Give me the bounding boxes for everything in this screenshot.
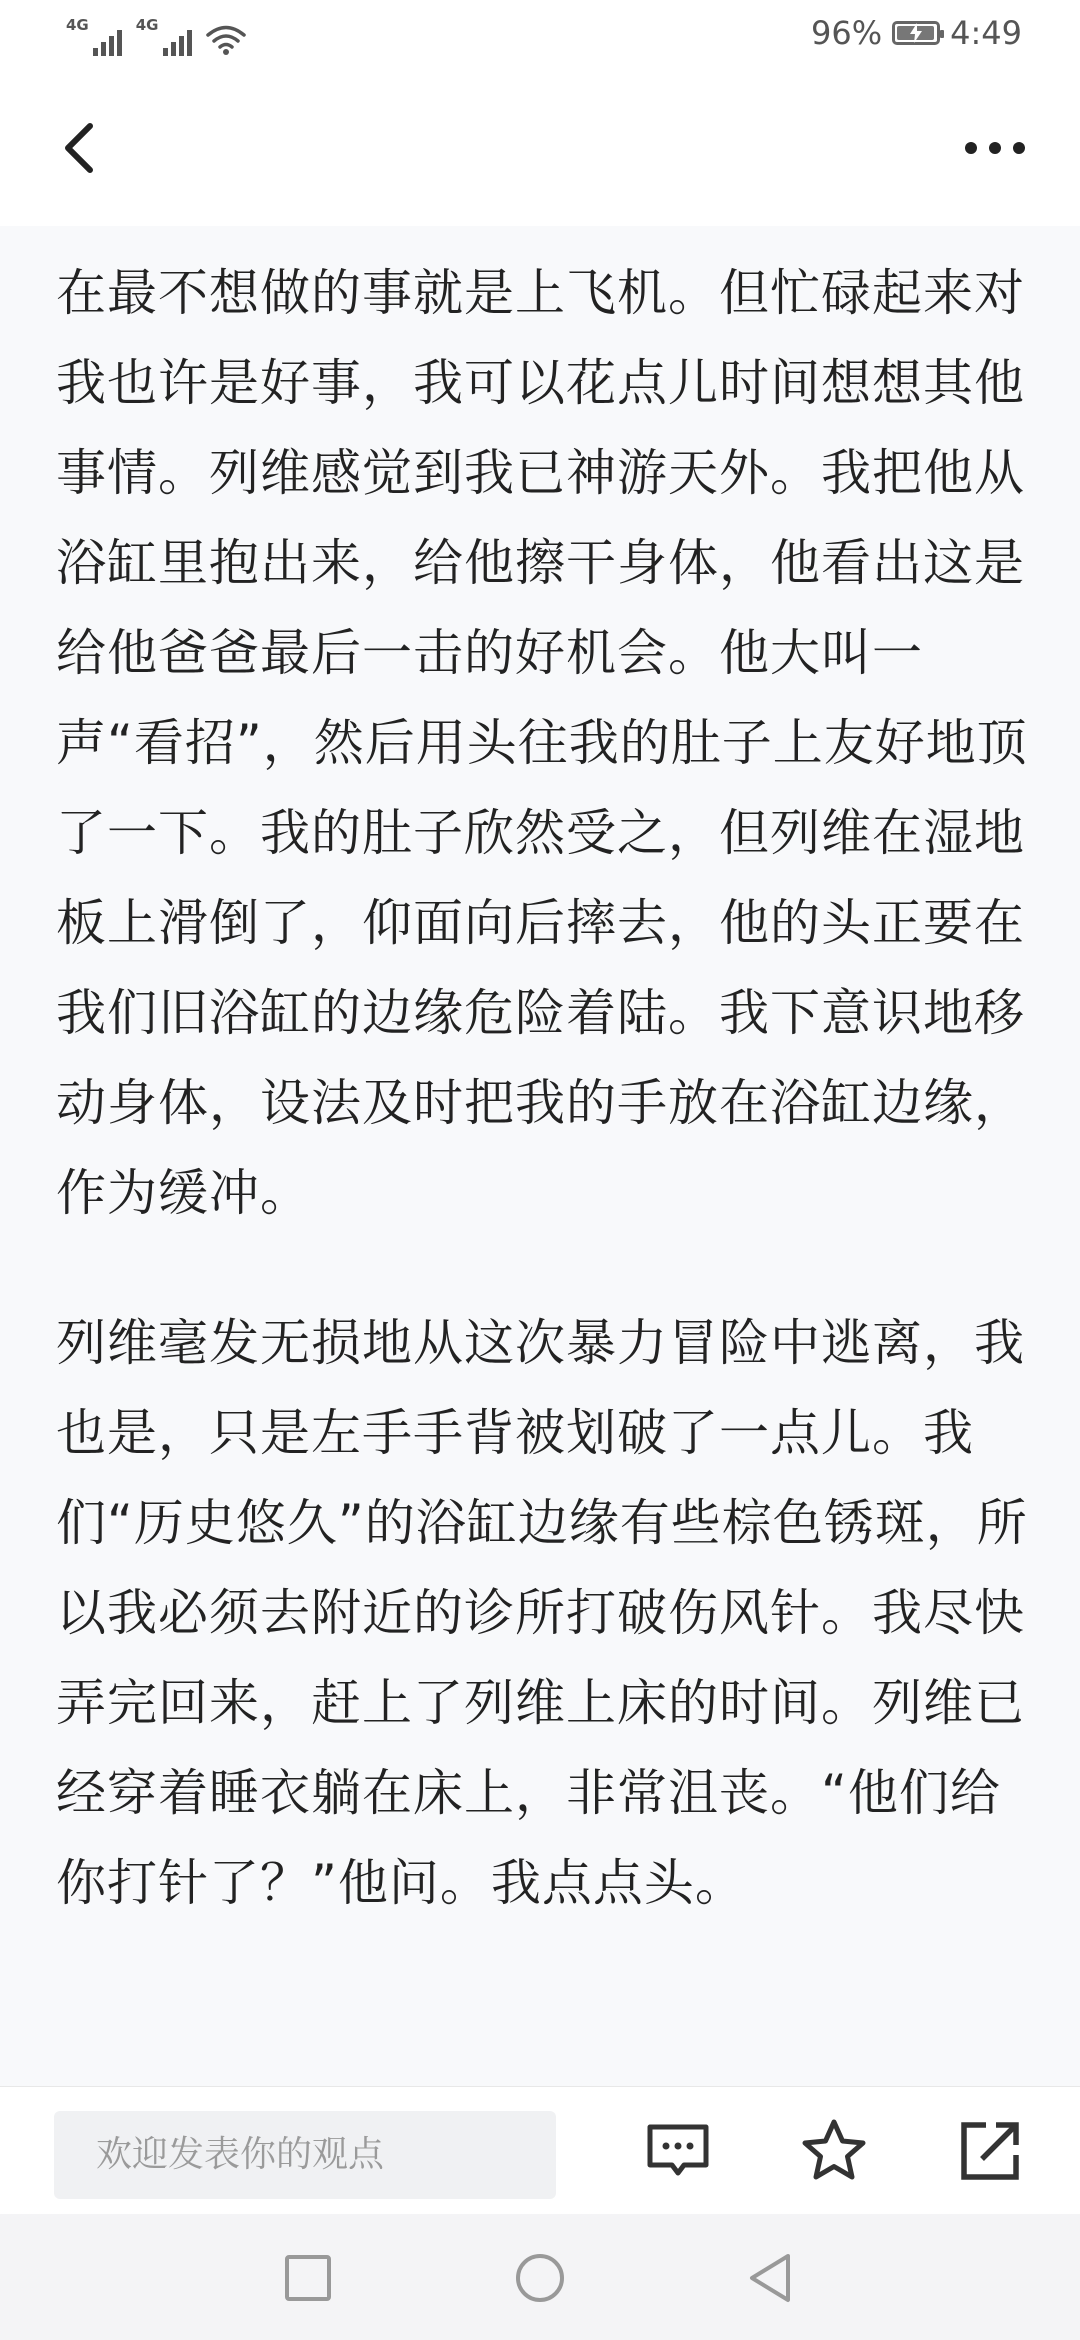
chevron-left-icon[interactable] bbox=[54, 118, 114, 178]
article-scroll-area[interactable] bbox=[0, 226, 1080, 2086]
network-type-2: 4G bbox=[135, 16, 159, 34]
comment-input[interactable]: 欢迎发表你的观点 bbox=[54, 2111, 556, 2199]
battery-percent: 96% bbox=[811, 14, 883, 52]
network-type-1: 4G bbox=[66, 16, 89, 34]
article-paragraph: 列维毫发无损地从这次暴力冒险中逃离，我也是，只是左手手背被划破了一点儿。我们“历史悠久”的浴缸边缘有些棕色锈斑，所以我必须去附近的诊所打破伤风针。我尽快弄完回来，赶上了列维上床的时间。列维已经穿着睡衣躺在床上，非常沮丧。“他们给你打针了？”他问。我点点头。 bbox=[56, 1314, 1028, 1912]
system-nav-bar bbox=[0, 2214, 1080, 2340]
circle-icon[interactable] bbox=[514, 2252, 566, 2304]
triangle-back-icon[interactable] bbox=[744, 2252, 796, 2304]
wifi-icon bbox=[206, 24, 246, 56]
signal-2-icon bbox=[135, 16, 192, 56]
clock: 4:49 bbox=[950, 14, 1022, 52]
app-header bbox=[0, 72, 1080, 227]
comment-icon[interactable] bbox=[644, 2117, 712, 2185]
article-body bbox=[56, 248, 1036, 1928]
article-paragraph: 在最不想做的事就是上飞机。但忙碌起来对我也许是好事，我可以花点儿时间想想其他事情。列维感觉到我已神游天外。我把他从浴缸里抱出来，给他擦干身体，他看出这是给他爸爸最后一击的好机会。他大叫一声“看招”，然后用头往我的肚子上友好地顶了一下。我的肚子欣然受之，但列维在湿地板上滑倒了，仰面向后摔去，他的头正要在我们旧浴缸的边缘危险着陆。我下意识地移动身体，设法及时把我的手放在浴缸边缘，作为缓冲。 bbox=[56, 264, 1028, 1222]
square-icon[interactable] bbox=[282, 2252, 334, 2304]
charging-bolt-icon bbox=[909, 23, 923, 43]
more-horizontal-icon[interactable] bbox=[962, 130, 1028, 166]
bottom-action-bar bbox=[0, 2086, 1080, 2215]
star-icon[interactable] bbox=[800, 2117, 868, 2185]
signal-1-icon bbox=[66, 16, 122, 56]
status-bar bbox=[0, 0, 1080, 72]
share-icon[interactable] bbox=[956, 2117, 1024, 2185]
battery-icon bbox=[892, 21, 940, 45]
status-right bbox=[811, 14, 1022, 52]
signal-indicators bbox=[66, 16, 246, 56]
